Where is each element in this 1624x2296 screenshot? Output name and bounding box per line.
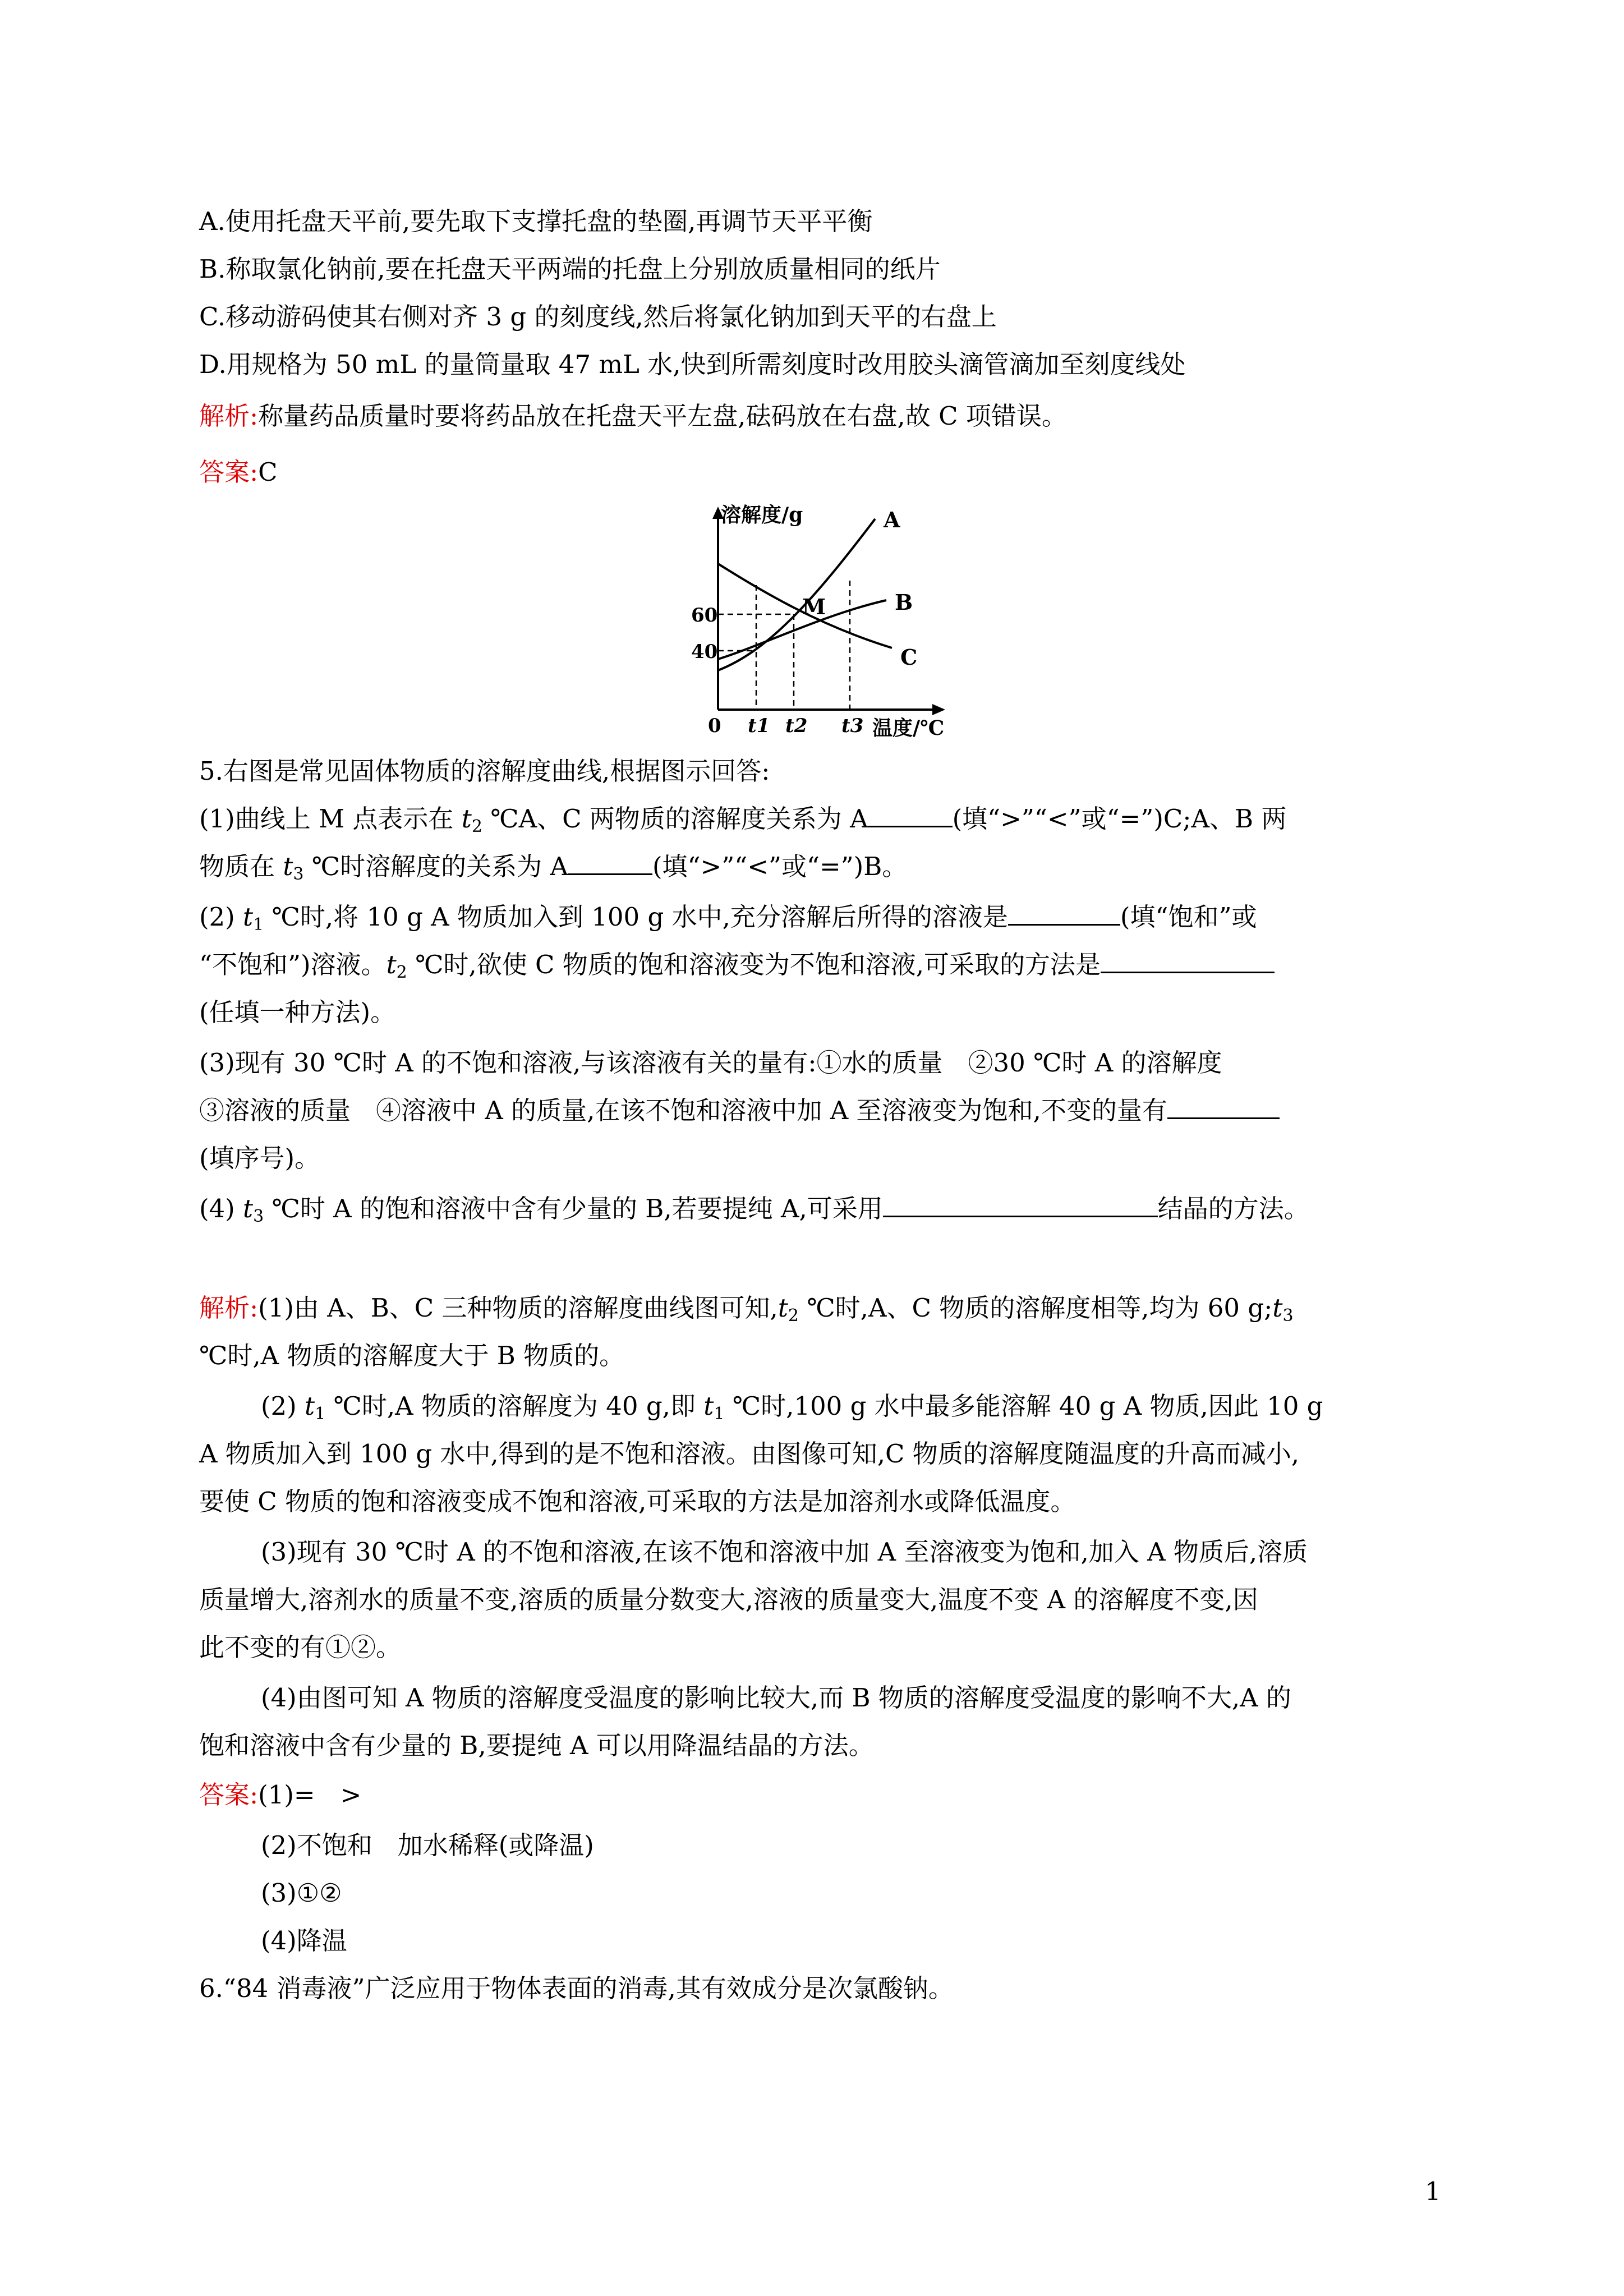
text: ℃时 A 的饱和溶液中含有少量的 B,若要提纯 A,可采用	[264, 1194, 883, 1223]
text: (2)	[261, 1391, 305, 1421]
text: (填“>”“<”或“=”)B。	[652, 852, 908, 881]
answer-blank[interactable]	[568, 851, 652, 875]
series-label-c: C	[900, 645, 918, 670]
series-label-b: B	[895, 590, 913, 615]
y-tick-60: 60	[691, 604, 718, 627]
q5-part3-line2	[199, 1094, 1280, 1128]
x-tick-t3: t3	[841, 715, 864, 737]
solubility-chart	[640, 502, 965, 738]
series-label-a: A	[884, 507, 900, 532]
q5-part3-line1: (3)现有 30 ℃时 A 的不饱和溶液,与该溶液有关的量有:①水的质量 ②30 ℃时 A 的溶解度	[199, 1048, 1222, 1078]
text: 物质在	[199, 852, 283, 881]
y-tick-40: 40	[691, 641, 718, 663]
x-axis-arrow	[932, 704, 945, 715]
x-tick-0: 0	[708, 715, 721, 737]
sub: 2	[471, 817, 482, 836]
text: (1)= >	[258, 1780, 362, 1810]
q5-analysis-line2: ℃时,A 物质的溶解度大于 B 物质的。	[199, 1341, 625, 1370]
x-axis-label: 温度/℃	[872, 716, 945, 738]
text: ℃时,100 g 水中最多能溶解 40 g A 物质,因此 10 g	[724, 1391, 1323, 1421]
q5-stem: 5.右图是常见固体物质的溶解度曲线,根据图示回答:	[199, 756, 770, 786]
var-t: t	[778, 1293, 788, 1323]
text: (填“>”“<”或“=”)C;A、B 两	[952, 804, 1287, 834]
page-number: 1	[1425, 2177, 1441, 2206]
x-tick-t2: t2	[785, 715, 808, 737]
sub: 3	[253, 1207, 264, 1226]
option-a: A.使用托盘天平前,要先取下支撑托盘的垫圈,再调节天平平衡	[199, 206, 873, 236]
answer-text: C	[258, 457, 278, 487]
q5-analysis-line8: 此不变的有①②。	[199, 1632, 402, 1662]
sub: 2	[396, 963, 407, 982]
q5-part2-line3: (任填一种方法)。	[199, 997, 396, 1027]
q5-part2-line1	[199, 900, 1257, 942]
sub: 2	[788, 1306, 799, 1326]
text: ℃时,欲使 C 物质的饱和溶液变为不饱和溶液,可采取的方法是	[407, 950, 1101, 979]
text: (1)曲线上 M 点表示在	[199, 804, 462, 834]
answer-blank[interactable]	[883, 1193, 1158, 1217]
sub: 1	[315, 1404, 326, 1424]
sub: 1	[714, 1404, 725, 1424]
analysis-label: 解析:	[199, 1293, 259, 1323]
answer-blank[interactable]	[1101, 949, 1275, 973]
var-t: t	[283, 852, 293, 881]
q5-analysis-line4: A 物质加入到 100 g 水中,得到的是不饱和溶液。由图像可知,C 物质的溶解度随温度的升高而减小,	[199, 1439, 1300, 1469]
text: 结晶的方法。	[1157, 1194, 1309, 1223]
var-t: t	[243, 1194, 254, 1223]
text: ℃A、C 两物质的溶解度关系为 A	[482, 804, 868, 834]
text: ℃时,A、C 物质的溶解度相等,均为 60 g;	[799, 1293, 1273, 1323]
point-label-m: M	[802, 594, 826, 619]
curve-a	[718, 519, 875, 670]
guide-lines	[718, 581, 850, 710]
text: ℃时溶解度的关系为 A	[303, 852, 568, 881]
answer-blank[interactable]	[868, 803, 953, 827]
text: ℃时,A 物质的溶解度为 40 g,即	[325, 1391, 704, 1421]
q4-analysis	[199, 399, 1067, 433]
q5-answer-3: (3)①②	[261, 1878, 342, 1908]
var-t: t	[386, 950, 397, 979]
x-tick-t1: t1	[748, 715, 770, 737]
q6-stem: 6.“84 消毒液”广泛应用于物体表面的消毒,其有效成分是次氯酸钠。	[199, 1973, 954, 2003]
text: (4)	[199, 1194, 243, 1223]
text: (1)由 A、B、C 三种物质的溶解度曲线图可知,	[258, 1293, 778, 1323]
q5-part3-line3: (填序号)。	[199, 1143, 320, 1173]
q5-part1-line2	[199, 850, 907, 891]
q5-analysis-line6: (3)现有 30 ℃时 A 的不饱和溶液,在该不饱和溶液中加 A 至溶液变为饱和,加入 A 物质后,溶质	[261, 1537, 1308, 1567]
q4-answer	[199, 455, 278, 489]
y-axis-label: 溶解度/g	[721, 503, 803, 527]
sub: 3	[293, 864, 304, 884]
answer-label: 答案:	[199, 457, 259, 487]
q5-part4	[199, 1192, 1309, 1234]
answer-blank[interactable]	[1167, 1095, 1280, 1119]
text: (填“饱和”或	[1120, 902, 1257, 932]
text: ℃时,将 10 g A 物质加入到 100 g 水中,充分溶解后所得的溶液是	[264, 902, 1008, 932]
q5-analysis-line7: 质量增大,溶剂水的质量不变,溶质的质量分数变大,溶液的质量变大,温度不变 A 的溶解度不变,因	[199, 1585, 1258, 1614]
var-t: t	[461, 804, 472, 834]
q5-part1-line1	[199, 802, 1286, 844]
answer-blank[interactable]	[1008, 901, 1120, 926]
var-t: t	[243, 902, 254, 932]
q5-analysis-line3	[261, 1389, 1323, 1431]
text: ③溶液的质量 ④溶液中 A 的质量,在该不饱和溶液中加 A 至溶液变为饱和,不变的量有	[199, 1096, 1167, 1125]
analysis-text: 称量药品质量时要将药品放在托盘天平左盘,砝码放在右盘,故 C 项错误。	[258, 401, 1067, 431]
sub: 1	[253, 915, 264, 935]
option-d: D.用规格为 50 mL 的量筒量取 47 mL 水,快到所需刻度时改用胶头滴管滴加至刻度线处	[199, 349, 1186, 379]
option-c: C.移动游码使其右侧对齐 3 g 的刻度线,然后将氯化钠加到天平的右盘上	[199, 302, 997, 332]
q5-analysis-line10: 饱和溶液中含有少量的 B,要提纯 A 可以用降温结晶的方法。	[199, 1731, 874, 1760]
var-t: t	[1272, 1293, 1283, 1323]
answer-label: 答案:	[199, 1780, 259, 1810]
q5-analysis-line1	[199, 1291, 1294, 1333]
text: “不饱和”)溶液。	[199, 950, 387, 979]
q5-part2-line2	[199, 948, 1275, 990]
var-t: t	[305, 1391, 315, 1421]
var-t: t	[703, 1391, 714, 1421]
option-b: B.称取氯化钠前,要在托盘天平两端的托盘上分别放质量相同的纸片	[199, 254, 941, 284]
analysis-label: 解析:	[199, 401, 259, 431]
q5-answer-1	[199, 1778, 361, 1812]
sub: 3	[1282, 1306, 1294, 1326]
q5-answer-2: (2)不饱和 加水稀释(或降温)	[261, 1830, 594, 1860]
q5-analysis-line5: 要使 C 物质的饱和溶液变成不饱和溶液,可采取的方法是加溶剂水或降低温度。	[199, 1487, 1076, 1516]
q5-answer-4: (4)降温	[261, 1926, 347, 1955]
text: (2)	[199, 902, 243, 932]
q5-analysis-line9: (4)由图可知 A 物质的溶解度受温度的影响比较大,而 B 物质的溶解度受温度的影响不大,A 的	[261, 1683, 1291, 1713]
